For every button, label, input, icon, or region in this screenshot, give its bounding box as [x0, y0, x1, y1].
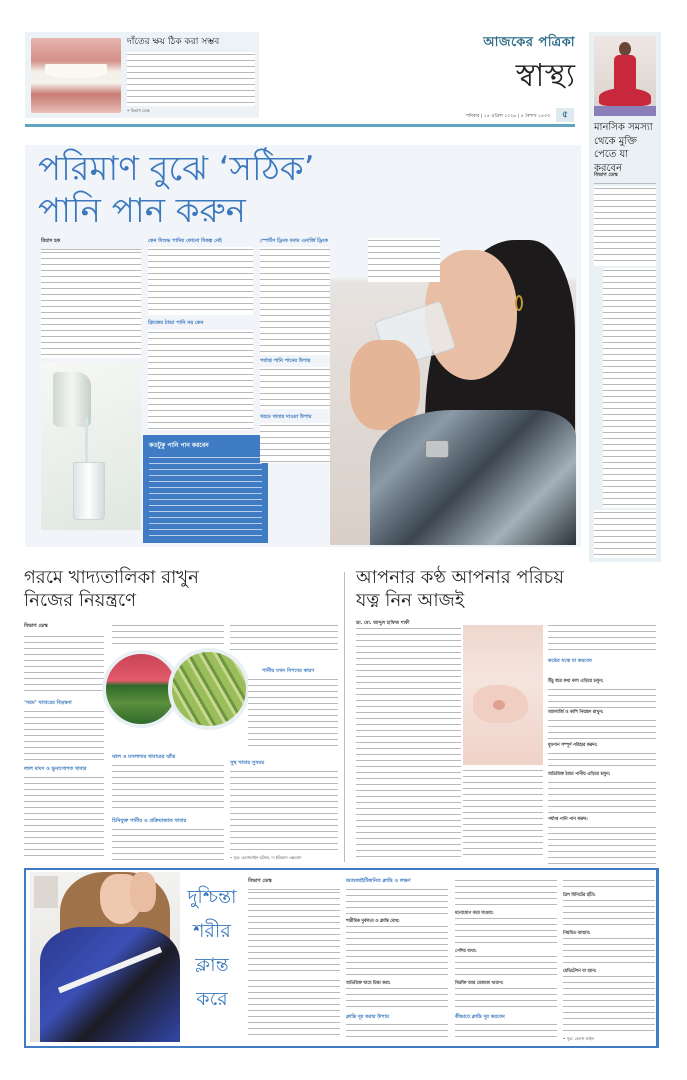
anxiety-col2-text-b2: [346, 986, 448, 1010]
food-col2-subhead: ঝাল ও মসলাদার খাবারের ঝাঁঝ: [112, 754, 176, 760]
food-col1-subhead2: লাল মাংস ও ভুনাগোশত খাবার: [24, 766, 87, 772]
earring-shape: [515, 295, 523, 311]
masthead-rule: [25, 124, 575, 127]
anxiety-col3-text-b3: [455, 986, 557, 1010]
throat-photo: [463, 625, 543, 765]
dateline: শনিবার | ১৪ এপ্রিল ২০২৬ | ৫ বৈশাখ ১৪৩৩: [466, 114, 550, 119]
food-col1-text2: [24, 709, 104, 761]
sidebar-tips-list: [603, 268, 656, 508]
lead-callout-text: [149, 455, 262, 539]
lead-col3-text2: [260, 367, 330, 409]
yoga-mat: [594, 106, 656, 116]
anxiety-col2-text: [346, 887, 448, 917]
food-col3-text2: [248, 677, 338, 749]
shelf-shape: [34, 876, 58, 908]
anxiety-col3-text: [455, 878, 557, 908]
anxiety-col2-subhead: অ্যাংজাইটিজনিত ক্লান্তি ও লক্ষণ: [346, 878, 411, 884]
voice-col1-text: [356, 650, 461, 750]
food-col2-text2: [112, 763, 224, 813]
anxiety-col4-text-b1: [563, 898, 655, 928]
sidebar-yoga-photo: [594, 36, 656, 116]
lead-col3-text3: [260, 423, 330, 463]
water-glass-photo: [41, 362, 141, 530]
anxiety-col3-bold2: পেশির ব্যথা:: [455, 949, 477, 954]
sidebar-outro: [594, 510, 656, 558]
anxiety-col3-text2: [455, 1022, 557, 1040]
voice-col2-text: [463, 768, 543, 860]
anxiety-col3-text-b2: [455, 954, 557, 978]
teeth-shape: [45, 64, 107, 78]
food-col1-subhead: ‘গরম’ খাবারের বিড়ম্বনা: [24, 700, 72, 706]
hand-forehead-shape: [130, 872, 156, 912]
anxiety-col1-text: [248, 890, 340, 974]
voice-tip1-label: উঁচু স্বরে কথা বলা এড়িয়ে চলুন:: [548, 679, 604, 684]
sidebar-intro: [594, 186, 656, 266]
anxiety-col3-bold1: মনোযোগ কমে যাওয়া:: [455, 911, 494, 916]
anxiety-headline-line4: করে: [196, 988, 228, 1010]
lead-col2-subhead: কেন বিশুদ্ধ পানির কোনো বিকল্প নেই: [148, 238, 222, 244]
anxiety-col4-text-b2: [563, 936, 655, 966]
voice-tip3-label: ধূমপান সম্পূর্ণ পরিহার করুন:: [548, 743, 598, 748]
food-col1-text3: [24, 775, 104, 860]
lead-col4-text-over: [368, 238, 440, 282]
lead-headline-line1: পরিমাণ বুঝে ‘সঠিক’: [38, 149, 315, 189]
anxiety-source: • সূত্র: হেলথ লাইন: [563, 1036, 595, 1041]
voice-tip5-label: পর্যাপ্ত পানি পান করুন:: [548, 817, 588, 822]
anxiety-col3-subhead: কীভাবে ক্লান্তি দূর করবেন: [455, 1014, 505, 1020]
teaser-dental[interactable]: [25, 32, 259, 118]
anxiety-col4-bold3: মেডিটেশন বা ধ্যান:: [563, 969, 597, 974]
teaser-dental-photo: [31, 38, 121, 113]
lead-callout-box: [143, 435, 268, 543]
teaser-dental-credit: • বিভাগ ডেস্ক: [127, 108, 150, 113]
voice-col3-subhead: কণ্ঠের যত্নে যা করবেন: [548, 658, 592, 664]
page-number: ৫: [556, 108, 574, 122]
lead-col3-subhead2: পর্যাপ্ত পানি পানের উপায়: [260, 358, 311, 364]
voice-headline-line2: যত্ন নিন আজই: [356, 590, 465, 611]
anxiety-col4-text-b3: [563, 974, 655, 1034]
food-voice-divider: [344, 572, 345, 862]
lead-col3-subhead: স্পোর্টস ড্রিংক বনাম এনার্জি ড্রিংক: [260, 238, 328, 244]
anxiety-col2-bold2: অতিরিক্ত ঘামে চিন্তা করা:: [346, 981, 391, 986]
voice-tip5: [548, 805, 656, 875]
woman-drinking-photo: [330, 240, 576, 545]
anxiety-col2-text-b1: [346, 924, 448, 978]
throat-highlight: [493, 700, 505, 710]
anxiety-col1-text2: [248, 978, 340, 1038]
voice-tip2-label: অ্যালার্জি ও কাশি নিয়ন্ত্রণ রাখুন:: [548, 710, 604, 715]
anxiety-col3-text-b1: [455, 916, 557, 946]
anxiety-col2-text2: [346, 1022, 448, 1040]
anxiety-headline-line1: দুশ্চিন্তা: [187, 886, 237, 908]
food-col3-text: [230, 623, 338, 653]
anxiety-col4-text: [563, 878, 655, 890]
food-col2-text: [112, 623, 224, 645]
anxiety-headline-line3: ক্লান্ত: [195, 954, 229, 976]
watch-shape: [425, 440, 449, 458]
anxiety-col4-bold1: ত্রিশ মিনিটের হাঁটা:: [563, 893, 596, 898]
food-byline: বিভাগ ডেস্ক: [24, 623, 104, 635]
food-col2-subhead2: চিনিযুক্ত পানীয় ও প্রক্রিয়াজাত খাবার: [112, 818, 187, 824]
food-source: • সূত্র: হেলথলাইন ডটকম, দ্য ইন্ডিয়ান এক্সপ্রেস: [230, 855, 302, 860]
glass-shape: [73, 462, 105, 520]
lead-col2-text2: [148, 330, 253, 430]
voice-tip4-label: অতিরিক্ত ঠান্ডা পানীয় এড়িয়ে চলুন:: [548, 772, 611, 777]
food-col1-text: [24, 634, 104, 696]
food-headline-line1: গরমে খাদ্যতালিকা রাখুন: [24, 567, 199, 588]
sidebar-title: মানসিক সমস্যা থেকে মুক্তি পেতে যা করবেন: [594, 122, 653, 174]
anxiety-byline: বিভাগ ডেস্ক: [248, 878, 340, 890]
anxiety-headline: [183, 880, 241, 1016]
lead-col2-text: [148, 247, 253, 315]
yoga-figure-legs: [599, 88, 651, 106]
lead-headline-line2: পানি পান করুন: [38, 191, 246, 231]
anxiety-col2-subhead2: ক্লান্তি দূর করার উপায়: [346, 1014, 389, 1020]
lead-callout-title: কতটুকু পানি পান করবেন: [149, 442, 209, 449]
voice-author-name: ডা. মো. আব্দুল হাফিজ শাফী: [356, 621, 410, 626]
lead-col1-text: [41, 250, 141, 358]
sidebar-byline: বিভাগ ডেস্ক: [594, 172, 656, 184]
anxious-woman-photo: [30, 872, 180, 1042]
section-title: স্বাস্থ্য: [515, 56, 575, 94]
newspaper-name: আজকের পত্রিকা: [483, 35, 575, 50]
teaser-dental-body: [127, 52, 255, 106]
anxiety-col3-bold3: বিরক্তি আর মেজাজ খারাপ:: [455, 981, 504, 986]
yoga-figure-head: [619, 42, 631, 56]
lead-col2-subhead2: ফ্রিজের ঠান্ডা পানি নয় কেন: [148, 320, 204, 326]
voice-author-title: [356, 626, 461, 644]
voice-col3-text: [548, 623, 656, 653]
lead-byline: রিয়াদ হক: [41, 238, 141, 250]
food-headline-line2: নিজের নিয়ন্ত্রণে: [24, 590, 136, 611]
anxiety-col2-bold1: শারীরিক দুর্বলতা ও ক্লান্তি বোধ:: [346, 919, 400, 924]
food-col3-text3: [230, 769, 338, 853]
voice-headline-line1: আপনার কণ্ঠ আপনার পরিচয়: [356, 567, 564, 588]
sweatshirt-shape: [40, 927, 180, 1042]
voice-author-rule: [356, 646, 461, 647]
cucumber-photo: [168, 648, 250, 730]
food-col3-subhead2: সুস্থ খাবার সুসময়: [230, 760, 265, 766]
anxiety-col4-bold2: নিয়মিত ব্যায়াম:: [563, 931, 591, 936]
blouse-shape: [370, 410, 576, 545]
voice-col1-text2: [356, 752, 461, 860]
food-col3-subhead: পানীয় যখন বিপদের কারণ: [262, 668, 315, 674]
teaser-dental-title: দাঁতের ক্ষয় ঠিক করা সম্ভব: [127, 37, 220, 47]
hand-shape: [350, 340, 420, 430]
lead-col3-subhead3: গরমে খাবার দাওয়া উপায়: [260, 414, 312, 420]
food-col2-text3: [112, 827, 224, 860]
anxiety-headline-line2: শরীর: [193, 920, 231, 942]
sidebar-mental-health[interactable]: [589, 32, 661, 562]
